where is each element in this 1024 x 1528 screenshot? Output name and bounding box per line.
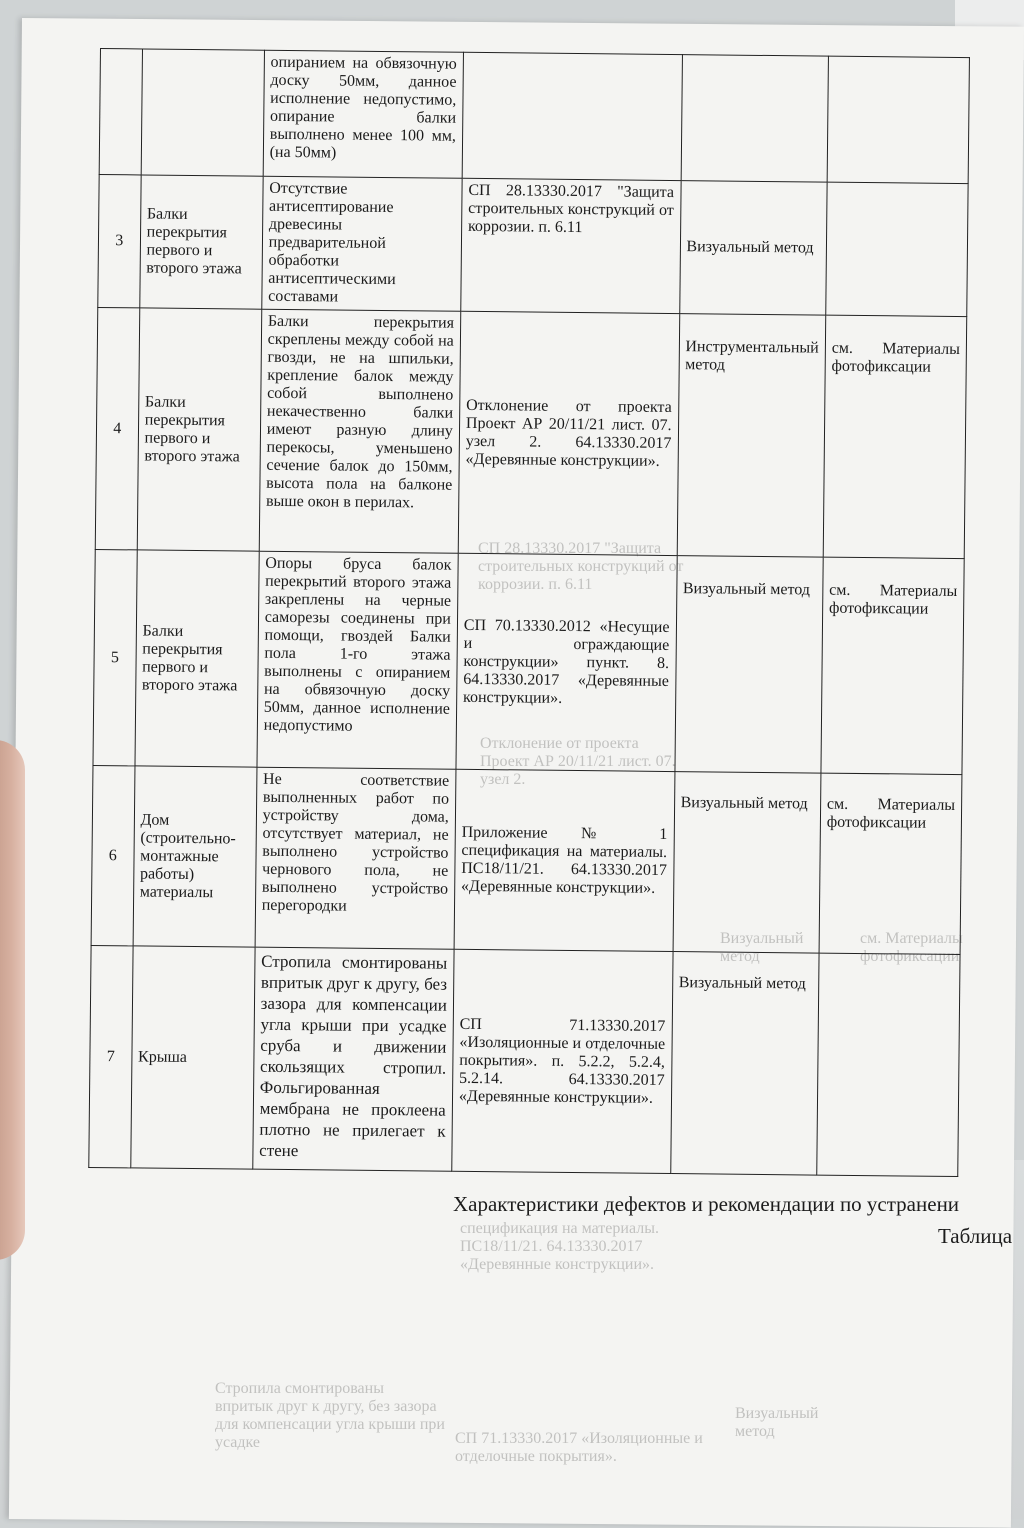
row-number: 7 bbox=[89, 945, 133, 1167]
object-cell: Крыша bbox=[130, 946, 254, 1169]
method-cell bbox=[681, 55, 829, 183]
photo-cell bbox=[826, 182, 969, 316]
photo-cell bbox=[817, 953, 960, 1176]
table-caption bbox=[453, 1192, 1024, 1252]
bleed-through-text: Стропила смонтированы впритык друг к другу, без зазора для компенсации угла крыши при усадке bbox=[215, 1380, 445, 1451]
norm-cell: Приложение № 1 спецификация на материалы. ПС18/11/21. 64.13330.2017 «Деревянные конструкции». bbox=[454, 769, 675, 951]
defects-table bbox=[88, 48, 970, 1177]
method-cell: Визуальный метод bbox=[673, 772, 821, 954]
bleed-through-text: Визуальный метод bbox=[720, 930, 804, 965]
caption-title: Характеристики дефектов и рекомендации по устранени bbox=[453, 1192, 960, 1216]
bleed-through-text: Визуальный метод bbox=[735, 1405, 819, 1440]
row-number bbox=[99, 49, 142, 175]
table-row bbox=[98, 174, 968, 316]
norm-cell: Отклонение от проекта Проект АР 20/11/21 лист. 07. узел 2. 64.13330.2017 «Деревянные конструкции». bbox=[458, 311, 679, 555]
row-number: 5 bbox=[93, 549, 137, 765]
defect-cell: Балки перекрытия скреплены между собой на гвозди, не на шпильки, крепление балок между собой выполнено некачественно балки имеют разную длину перекосы, уменьшено сечение балок до 150мм, высота пола на балконе выше окон в перилах. bbox=[259, 309, 461, 553]
bleed-through-text: СП 71.13330.2017 «Изоляционные и отделочные покрытия». bbox=[455, 1430, 703, 1465]
norm-cell: СП 70.13330.2012 «Несущие и ограждающие конструкции» пункт. 8. 64.13330.2017 «Деревянные конструкции». bbox=[456, 553, 677, 771]
method-cell: Визуальный метод bbox=[679, 181, 827, 316]
photo-cell: см. Материалы фотофиксации bbox=[823, 315, 967, 558]
defect-cell: опиранием на обвязочную доску 50мм, данное исполнение недопустимо, опирание балки выполнено менее 100 мм, (на 50мм) bbox=[263, 50, 463, 178]
row-number: 3 bbox=[98, 174, 141, 307]
norm-cell: СП 28.13330.2017 "Защита строительных конструкций от коррозии. п. 6.11 bbox=[461, 178, 681, 313]
object-cell bbox=[141, 49, 264, 176]
table-row bbox=[99, 49, 969, 184]
bleed-through-text: СП 28.13330.2017 "Защита строительных конструкций от коррозии. п. 6.11 bbox=[478, 540, 684, 593]
bleed-through-text: Отклонение от проекта Проект АР 20/11/21 лист. 07. узел 2. bbox=[480, 735, 676, 788]
norm-cell: СП 71.13330.2017 «Изоляционные и отделочные покрытия». п. 5.2.2, 5.2.4, 5.2.14. 64.13330.2017 «Деревянные конструкции». bbox=[452, 949, 673, 1173]
defect-cell: Опоры бруса балок перекрытий второго этажа закреплены на черные саморезы соединены при помощи, гвоздей Балки пола 1-го этажа выполнены с опиранием на обвязочную доску 50мм, данное исполнение недопустимо bbox=[257, 551, 458, 769]
photo-cell: см. Материалы фотофиксации bbox=[819, 773, 962, 954]
object-cell: Балки перекрытия первого и второго этажа bbox=[139, 175, 262, 309]
defect-cell: Не соответствие выполненных работ по устройству дома, отсутствует материал, не выполнено устройство чернового пола, не выполнено устройство перегородки bbox=[255, 767, 456, 949]
photo-cell: см. Материалы фотофиксации bbox=[821, 557, 964, 774]
object-cell: Балки перекрытия первого и второго этажа bbox=[135, 550, 259, 767]
method-cell: Визуальный метод bbox=[674, 556, 823, 774]
object-cell: Балки перекрытия первого и второго этажа bbox=[137, 308, 262, 551]
photo-cell bbox=[827, 56, 969, 183]
bleed-through-text: см. Материалы фотофиксации bbox=[860, 930, 963, 965]
table-row bbox=[91, 765, 962, 954]
row-number: 4 bbox=[95, 307, 139, 549]
method-cell: Инструментальный метод bbox=[677, 314, 826, 558]
defect-cell: Отсутствие антисептирование древесины предварительной обработки антисептическими составами bbox=[262, 176, 463, 311]
thumb-holding-page bbox=[0, 740, 25, 1260]
norm-cell bbox=[462, 52, 682, 180]
table-row bbox=[95, 307, 966, 558]
table-row bbox=[93, 549, 964, 774]
table-row bbox=[89, 945, 960, 1176]
object-cell: Дом (строительно-монтажные работы) материалы bbox=[133, 766, 257, 947]
method-cell: Визуальный метод bbox=[670, 952, 819, 1176]
row-number: 6 bbox=[91, 765, 135, 945]
defect-cell: Стропила смонтированы впритык друг к другу, без зазора для компенсации угла крыши при усадке сруба и движении скользящих стропил. Фольгированная мембрана не проклеена плотно не прилегает к стене bbox=[253, 947, 454, 1171]
table-label: Таблица bbox=[938, 1224, 1013, 1248]
bleed-through-text: спецификация на материалы. ПС18/11/21. 64.13330.2017 «Деревянные конструкции». bbox=[460, 1220, 659, 1273]
